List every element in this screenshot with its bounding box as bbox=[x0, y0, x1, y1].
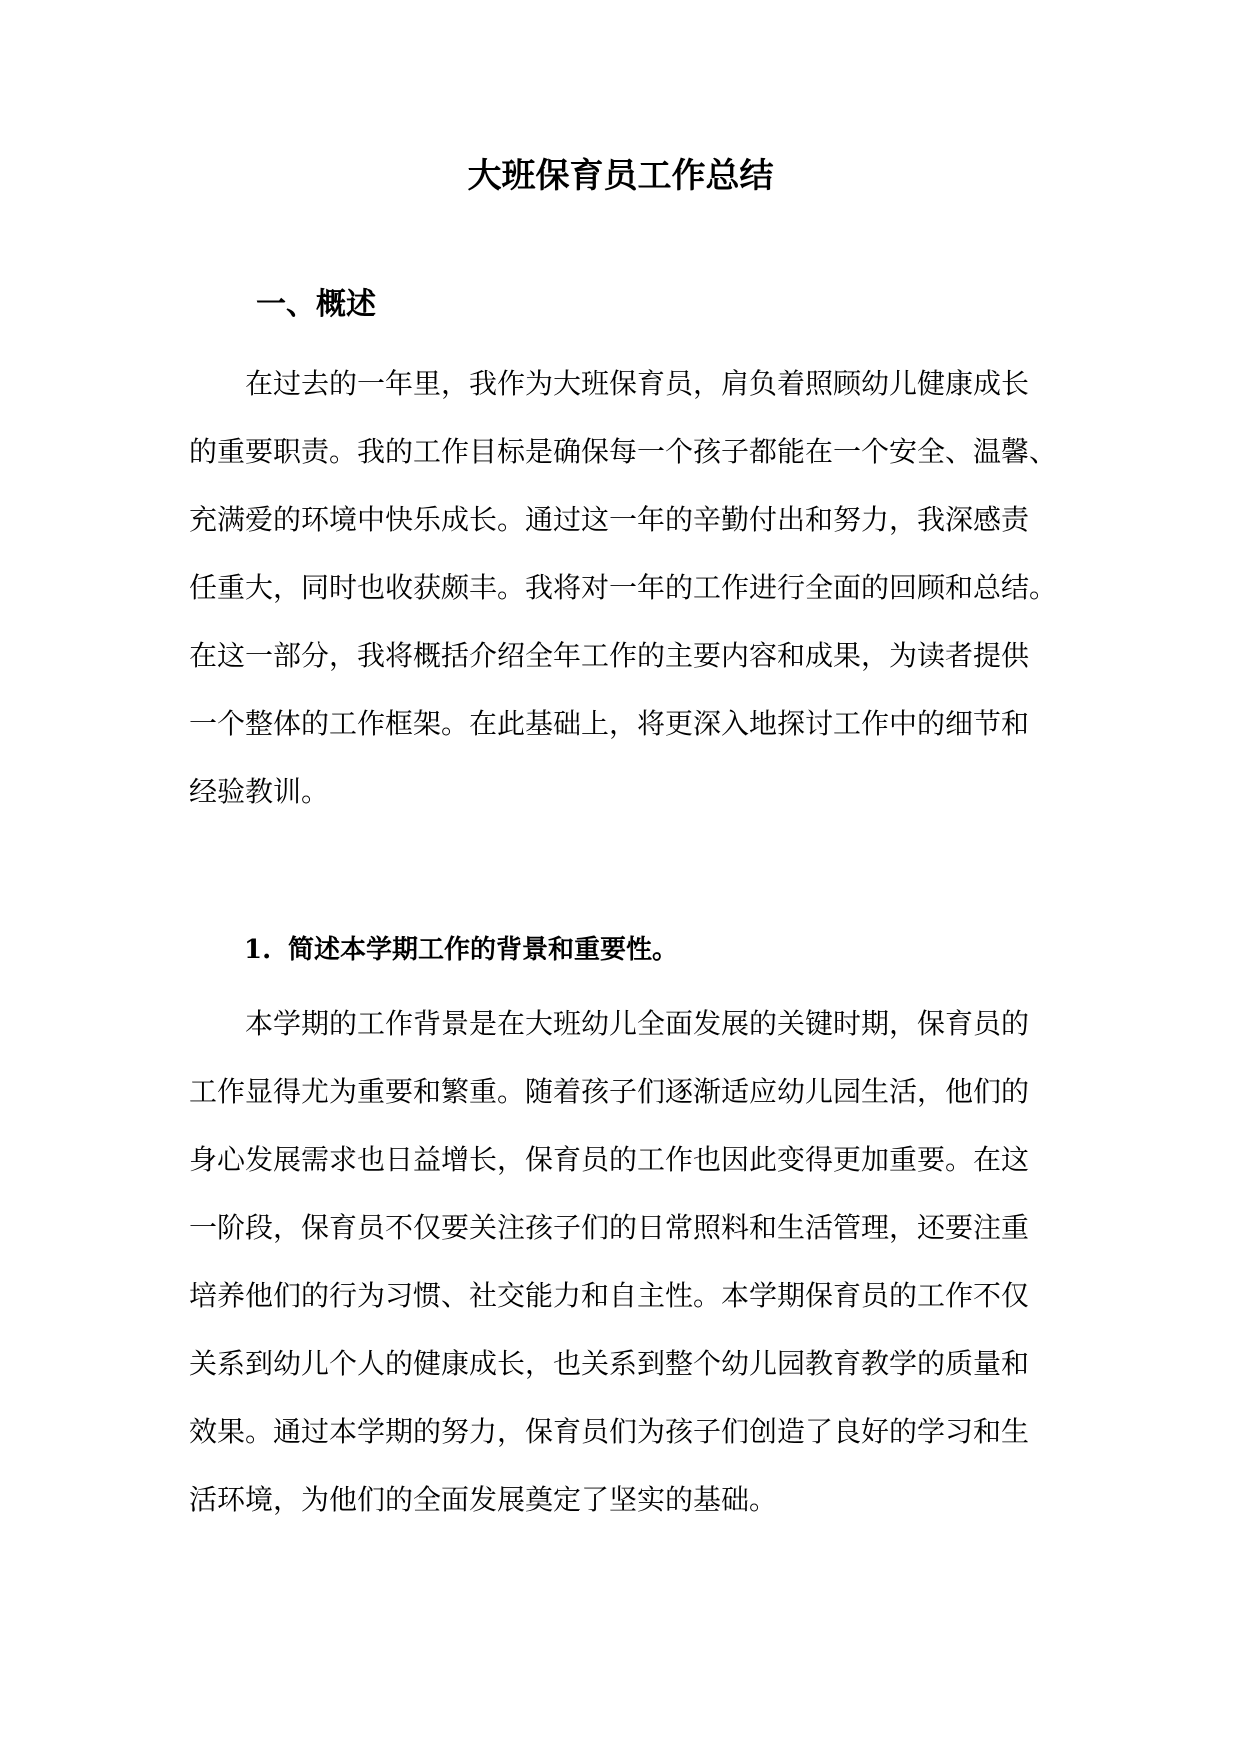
paragraph-line: 效果。通过本学期的努力，保育员们为孩子们创造了良好的学习和生 bbox=[189, 1415, 1030, 1448]
paragraph-line: 的重要职责。我的工作目标是确保每一个孩子都能在一个安全、温馨、 bbox=[189, 435, 1058, 468]
paragraph-line: 充满爱的环境中快乐成长。通过这一年的辛勤付出和努力，我深感责 bbox=[189, 503, 1030, 536]
paragraph-line: 在这一部分，我将概括介绍全年工作的主要内容和成果，为读者提供 bbox=[189, 639, 1030, 672]
paragraph-line: 活环境，为他们的全面发展奠定了坚实的基础。 bbox=[189, 1483, 778, 1516]
paragraph-line: 一阶段，保育员不仅要关注孩子们的日常照料和生活管理，还要注重 bbox=[189, 1211, 1030, 1244]
subsection-title: 简述本学期工作的背景和重要性。 bbox=[288, 935, 679, 965]
paragraph-line: 经验教训。 bbox=[189, 775, 330, 808]
section-heading-overview: 一、概述 bbox=[256, 287, 376, 322]
paragraph-line: 本学期的工作背景是在大班幼儿全面发展的关键时期，保育员的 bbox=[245, 1007, 1030, 1040]
paragraph-line: 身心发展需求也日益增长，保育员的工作也因此变得更加重要。在这 bbox=[189, 1143, 1030, 1176]
paragraph-line: 工作显得尤为重要和繁重。随着孩子们逐渐适应幼儿园生活，他们的 bbox=[189, 1075, 1030, 1108]
background-paragraph bbox=[189, 990, 1055, 1534]
overview-paragraph bbox=[189, 350, 1058, 826]
paragraph-line: 培养他们的行为习惯、社交能力和自主性。本学期保育员的工作不仅 bbox=[189, 1279, 1030, 1312]
subsection-heading-background bbox=[244, 930, 678, 970]
paragraph-line: 任重大，同时也收获颇丰。我将对一年的工作进行全面的回顾和总结。 bbox=[189, 571, 1058, 604]
document-title: 大班保育员工作总结 bbox=[467, 156, 774, 196]
paragraph-line: 一个整体的工作框架。在此基础上，将更深入地探讨工作中的细节和 bbox=[189, 707, 1030, 740]
paragraph-line: 在过去的一年里，我作为大班保育员，肩负着照顾幼儿健康成长 bbox=[245, 367, 1030, 400]
paragraph-line: 关系到幼儿个人的健康成长，也关系到整个幼儿园教育教学的质量和 bbox=[189, 1347, 1030, 1380]
subsection-number: 1. bbox=[244, 935, 272, 965]
